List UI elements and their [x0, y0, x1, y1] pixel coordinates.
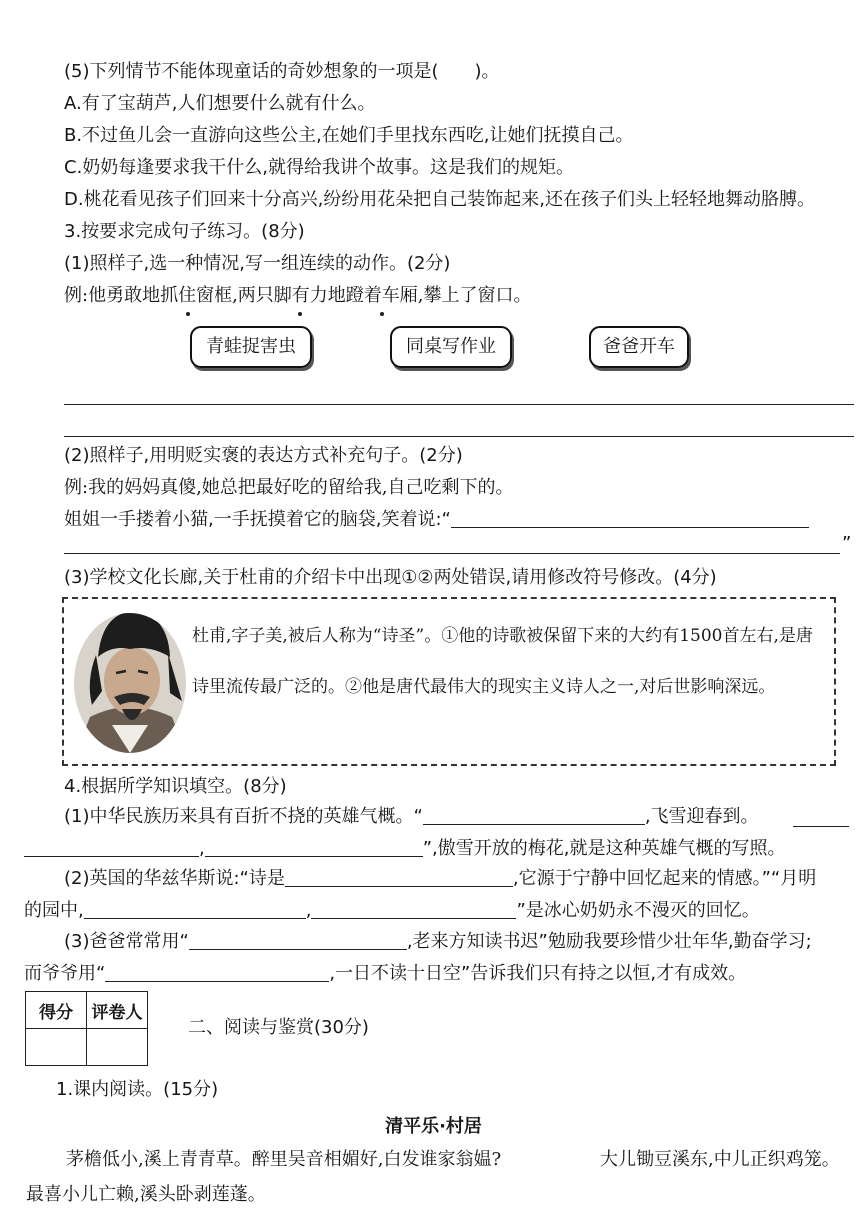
- q4-line3-a: (2)英国的华兹华斯说:“诗是: [64, 868, 285, 889]
- answer-blank[interactable]: [793, 826, 849, 827]
- answer-blank[interactable]: [189, 931, 407, 950]
- grader-header: 评卷人: [87, 992, 148, 1029]
- answer-blank[interactable]: [105, 963, 329, 982]
- q4-line6-a: 而爷爷用“: [24, 963, 106, 984]
- answer-blank[interactable]: [423, 806, 645, 825]
- option-box-dad-driving: 爸爸开车: [589, 326, 689, 368]
- q3-part2-example: 例:我的妈妈真傻,她总把最好吃的留给我,自己吃剩下的。: [64, 477, 514, 498]
- q5-option-b: B.不过鱼儿会一直游向这些公主,在她们手里找东西吃,让她们抚摸自己。: [64, 125, 634, 146]
- q4-line3-b: ,它源于宁静中回忆起来的情感。”“月明: [512, 868, 817, 889]
- grader-cell[interactable]: [87, 1029, 148, 1066]
- q4-line5-b: ,老来方知读书迟”勉励我要珍惜少壮年华,勤奋学习;: [406, 931, 812, 952]
- q3-part2-prompt: [64, 508, 809, 532]
- answer-blank[interactable]: [205, 838, 423, 857]
- q4-line2-a: ,: [199, 838, 205, 859]
- answer-line[interactable]: [64, 553, 840, 554]
- option-box-frog: 青蛙捉害虫: [190, 326, 312, 368]
- q4-heading: 4.根据所学知识填空。(8分): [64, 776, 287, 797]
- q4-line4-c: ”是冰心奶奶永不漫灭的回忆。: [516, 900, 760, 921]
- answer-blank[interactable]: [285, 868, 513, 887]
- score-table: [25, 991, 148, 1066]
- score-header: 得分: [26, 992, 87, 1029]
- q3-part2-stem: (2)照样子,用明贬实褒的表达方式补充句子。(2分): [64, 445, 463, 466]
- q3-part3-stem: (3)学校文化长廊,关于杜甫的介绍卡中出现①②两处错误,请用修改符号修改。(4分): [64, 567, 717, 588]
- answer-blank[interactable]: [24, 838, 199, 857]
- closing-quote: ”: [842, 533, 852, 554]
- answer-blank[interactable]: [451, 509, 809, 528]
- q3-part1-stem: (1)照样子,选一种情况,写一组连续的动作。(2分): [64, 253, 451, 274]
- q4-line6-b: ,一日不读十日空”告诉我们只有持之以恒,才有成效。: [329, 963, 747, 984]
- emphasis-dot: [186, 312, 190, 316]
- q4-line4-a: 的园中,: [24, 900, 84, 921]
- q4-line2-b: ”,傲雪开放的梅花,就是这种英雄气概的写照。: [422, 838, 786, 859]
- q5-stem: (5)下列情节不能体现童话的奇妙想象的一项是( )。: [64, 61, 500, 82]
- option-box-deskmate: 同桌写作业: [390, 326, 512, 368]
- poem-line2: 最喜小儿亡赖,溪头卧剥莲蓬。: [26, 1184, 266, 1205]
- q4-line4: [24, 899, 760, 923]
- q4-line2: [24, 837, 786, 861]
- answer-blank[interactable]: [84, 900, 306, 919]
- q5-option-c: C.奶奶每逢要求我干什么,就得给我讲个故事。这是我们的规矩。: [64, 157, 575, 178]
- q5-option-d: D.桃花看见孩子们回来十分高兴,纷纷用花朵把自己装饰起来,还在孩子们头上轻轻地舞动胳膊。: [64, 189, 816, 210]
- q3-heading: 3.按要求完成句子练习。(8分): [64, 221, 305, 242]
- emphasis-dot: [380, 312, 384, 316]
- q4-line3: [64, 867, 816, 891]
- dufu-portrait: [72, 605, 188, 753]
- q3-part1-example: 例:他勇敢地抓住窗框,两只脚有力地蹬着车厢,攀上了窗口。: [64, 285, 532, 306]
- q4-line5: [64, 930, 812, 954]
- q3-part2-prompt-text: 姐姐一手搂着小猫,一手抚摸着它的脑袋,笑着说:“: [64, 509, 451, 530]
- poem-line1a: 茅檐低小,溪上青青草。醉里吴音相媚好,白发谁家翁媪?: [66, 1149, 502, 1170]
- emphasis-dot: [298, 312, 302, 316]
- answer-line[interactable]: [64, 404, 854, 405]
- section2-heading: 二、阅读与鉴赏(30分): [188, 1017, 369, 1038]
- q4-line5-a: (3)爸爸常常用“: [64, 931, 189, 952]
- poem-line1b: 大儿锄豆溪东,中儿正织鸡笼。: [600, 1149, 840, 1170]
- q4-line1-b: ,飞雪迎春到。: [644, 806, 759, 827]
- score-cell[interactable]: [26, 1029, 87, 1066]
- q4-line4-b: ,: [305, 900, 312, 921]
- poem-title: 清平乐·村居: [385, 1116, 482, 1137]
- q5-option-a: A.有了宝葫芦,人们想要什么就有什么。: [64, 93, 376, 114]
- reading-q1: 1.课内阅读。(15分): [56, 1079, 219, 1100]
- answer-line[interactable]: [64, 436, 854, 437]
- q4-line6: [24, 962, 746, 986]
- answer-blank[interactable]: [311, 900, 516, 919]
- q4-line1-a: (1)中华民族历来具有百折不挠的英雄气概。“: [64, 806, 423, 827]
- dufu-card-text: 杜甫,字子美,被后人称为“诗圣”。①他的诗歌被保留下来的大约有1500首左右,是唐诗里流传最广泛的。②他是唐代最伟大的现实主义诗人之一,对后世影响深远。: [192, 626, 813, 697]
- q4-line1: [64, 805, 759, 829]
